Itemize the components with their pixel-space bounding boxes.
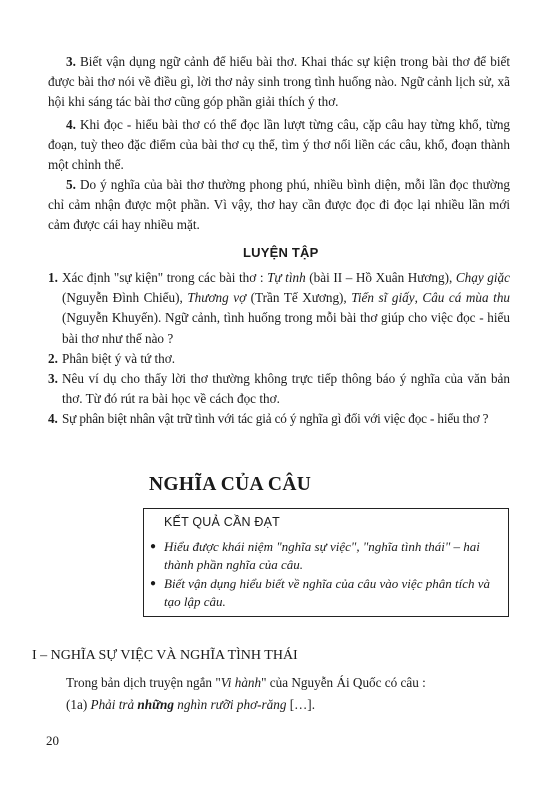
poem-title: Câu cá mùa thu <box>422 290 511 306</box>
goals-box-title: KẾT QUẢ CẦN ĐẠT <box>164 515 280 529</box>
goals-list <box>150 538 500 612</box>
exercise-text: , <box>414 290 423 306</box>
paragraph-4 <box>48 115 510 176</box>
paragraph-number: 3. <box>66 54 76 69</box>
story-title: Vi hành <box>220 675 262 690</box>
goal-item <box>150 538 500 573</box>
exercise-text: (Trần Tế Xương), <box>246 290 352 306</box>
example-text: nghìn rưỡi phơ-răng <box>173 697 287 712</box>
lesson-title: NGHĨA CỦA CÂU <box>149 474 312 495</box>
paragraph-5 <box>48 175 510 236</box>
practice-heading: LUYỆN TẬP <box>243 245 319 260</box>
goal-item <box>150 575 500 610</box>
bullet-icon: ● <box>150 578 157 589</box>
exercise-1 <box>48 268 510 349</box>
poem-title: Thương vợ <box>187 290 247 306</box>
exercise-number: 4. <box>48 411 58 427</box>
exercise-4 <box>48 409 510 429</box>
section-heading: I – NGHĨA SỰ VIỆC VÀ NGHĨA TÌNH THÁI <box>32 648 298 663</box>
exercise-3 <box>48 369 510 409</box>
exercise-text: Phân biệt ý và tứ thơ. <box>62 350 176 366</box>
example-sentence <box>66 695 315 715</box>
exercise-text: Nêu ví dụ cho thấy lời thơ thường không trực tiếp thông báo ý nghĩa của văn bản thơ. Từ đó rút ra bài học về cách đọc thơ. <box>62 371 510 407</box>
poem-title: Tiến sĩ giấy <box>351 290 415 306</box>
paragraph-text: Biết vận dụng ngữ cảnh để hiểu bài thơ. Khai thác sự kiện trong bài thơ để biết được bài thơ nói về điều gì, lời thơ nảy sinh trong tình huống nào. Ngữ cảnh lịch sử, xã hội khi sáng tác bài thơ cũng góp phần giải thích ý thơ. <box>48 54 511 110</box>
exercise-text: (Nguyễn Khuyến). Ngữ cảnh, tình huống trong mỗi bài thơ giúp cho việc đọc - hiểu bài thơ như thế nào ? <box>62 310 510 346</box>
exercise-number: 1. <box>48 270 58 285</box>
poem-title: Tự tình <box>267 270 306 285</box>
example-label: (1a) <box>66 697 91 712</box>
goal-text: Hiểu được khái niệm "nghĩa sự việc", "nghĩa tình thái" – hai thành phần nghĩa của câu. <box>164 539 480 572</box>
exercise-list <box>48 268 510 430</box>
exercise-text: (bài II – Hồ Xuân Hương), <box>305 270 456 285</box>
exercise-text: Xác định "sự kiện" trong các bài thơ : <box>62 270 268 285</box>
exercise-number: 2. <box>48 350 58 366</box>
exercise-2 <box>48 349 510 369</box>
example-end: […]. <box>286 697 315 712</box>
paragraph-3 <box>48 52 510 113</box>
intro-text: " của Nguyễn Ái Quốc có câu : <box>261 675 426 690</box>
exercise-text: Sự phân biệt nhân vật trữ tình với tác giả có ý nghĩa gì đối với việc đọc - hiểu thơ ? <box>62 411 489 427</box>
example-text: Phải trả <box>90 697 138 712</box>
page-number: 20 <box>46 733 59 748</box>
exercise-number: 3. <box>48 371 58 387</box>
paragraph-number: 5. <box>66 177 76 192</box>
paragraph-number: 4. <box>66 117 76 132</box>
goal-text: Biết vận dụng hiểu biết về nghĩa của câu vào việc phân tích và tạo lập câu. <box>164 576 490 609</box>
paragraph-text: Do ý nghĩa của bài thơ thường phong phú, nhiều bình diện, mỗi lần đọc thường chỉ cảm nhận được một phần. Vì vậy, thơ hay cần được đọc đi đọc lại nhiều lần mới cảm được cái hay nhiều mặt. <box>48 177 511 233</box>
paragraph-text: Khi đọc - hiểu bài thơ có thể đọc lần lượt từng câu, cặp câu hay từng khổ, từng đoạn, tuỳ theo đặc điểm của bài thơ cụ thể, tìm ý thơ nối liền các câu, khổ, đoạn thành một chỉnh thể. <box>48 117 511 173</box>
poem-title: Chạy giặc <box>455 270 510 285</box>
goals-box <box>143 508 509 617</box>
section-intro <box>66 673 426 693</box>
intro-text: Trong bản dịch truyện ngắn " <box>66 675 221 690</box>
example-emphasis: những <box>137 697 174 712</box>
bullet-icon: ● <box>150 541 157 552</box>
exercise-text: (Nguyễn Đình Chiểu), <box>62 290 188 306</box>
